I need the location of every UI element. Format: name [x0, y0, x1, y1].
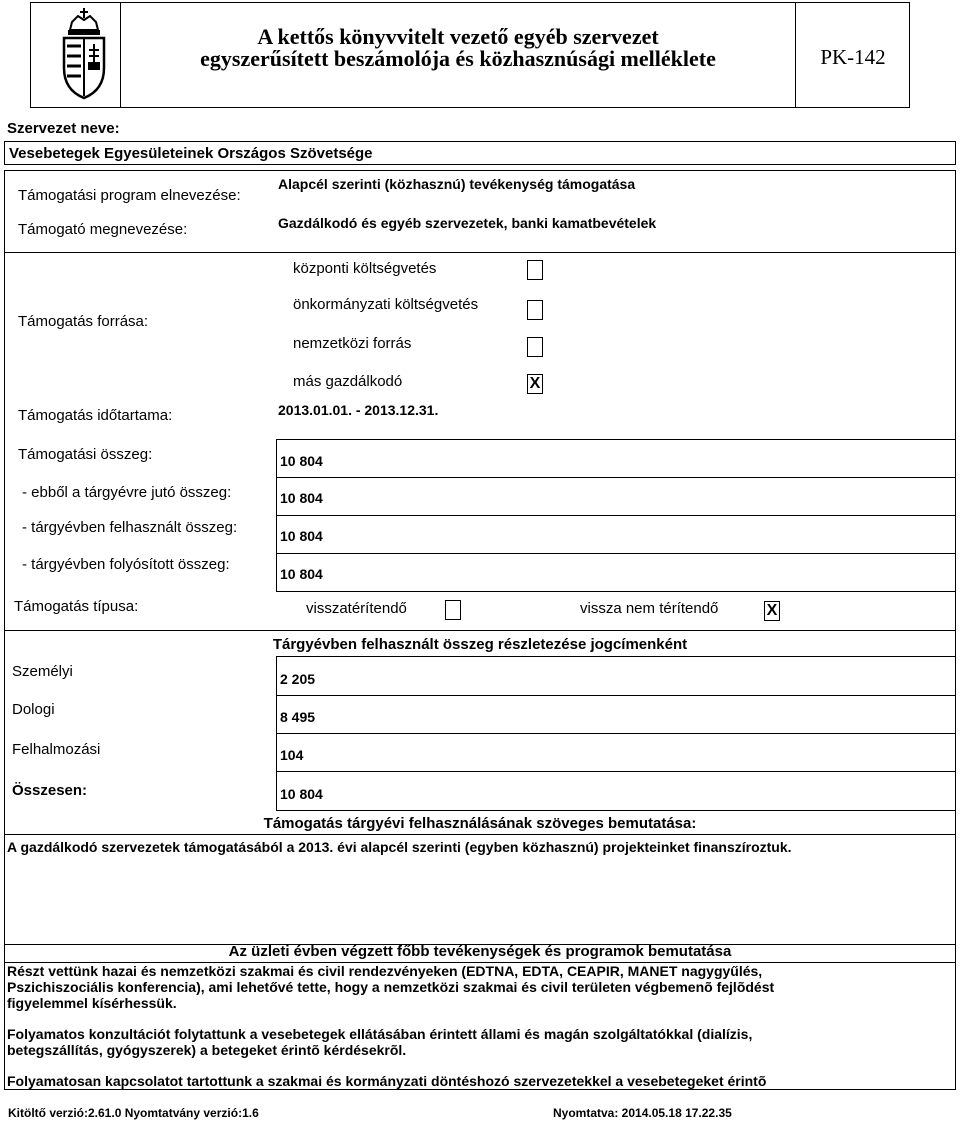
form-title-line2: egyszerűsített beszámolója és közhasznúsági melléklete	[200, 46, 716, 71]
footer-printed: Nyomtatva: 2014.05.18 17.22.35	[553, 1106, 732, 1120]
material-value: 8 495	[280, 709, 316, 725]
amount-year-value: 10 804	[280, 490, 323, 506]
usage-body: A gazdálkodó szervezetek támogatásából a 2013. évi alapcél szerinti (egyben közhasznú) projekteinket finanszíroztuk.	[7, 839, 792, 855]
source-label: Támogatás forrása:	[18, 313, 149, 330]
usage-title: Támogatás tárgyévi felhasználásának szöveges bemutatása:	[263, 815, 697, 832]
form-title-line1: A kettős könyvvitelt vezető egyéb szervezet	[257, 24, 659, 49]
amount-used-value: 10 804	[280, 528, 323, 544]
personal-label: Személyi	[12, 663, 73, 680]
amount-paid-value: 10 804	[280, 566, 323, 582]
material-label: Dologi	[12, 701, 55, 718]
activities-line: Pszichiszociális konferencia), ami lehetővé tette, hogy a nemzetközi szakmai és civil területen végbemenõ fejlõdést	[7, 979, 775, 995]
nonrefundable-label: vissza nem térítendő	[580, 600, 719, 617]
org-name-label: Szervezet neve:	[7, 120, 120, 137]
amount-total-value: 10 804	[280, 453, 323, 469]
program-label: Támogatási program elnevezése:	[18, 187, 241, 204]
form-code: PK-142	[820, 45, 886, 69]
amount-used-label: - tárgyévben felhasznált összeg:	[22, 519, 238, 536]
capital-label: Felhalmozási	[12, 741, 101, 758]
personal-value: 2 205	[280, 671, 316, 687]
activities-line: betegszállítás, gyógyszerek) a betegeket érintõ kérdésekrõl.	[7, 1042, 407, 1058]
activities-line: Folyamatosan kapcsolatot tartottunk a szakmai és kormányzati döntéshozó szervezetekkel a vesebetegeket érintõ	[7, 1073, 767, 1089]
source-option-label: központi költségvetés	[293, 260, 437, 277]
source-international-checkbox[interactable]	[527, 337, 543, 357]
breakdown-total-value: 10 804	[280, 786, 323, 802]
program-value: Alapcél szerinti (közhasznú) tevékenység támogatása	[278, 176, 636, 192]
source-option-label: más gazdálkodó	[293, 373, 403, 390]
nonrefundable-checkbox[interactable]: X	[764, 601, 780, 621]
activities-title: Az üzleti évben végzett főbb tevékenységek és programok bemutatása	[228, 943, 732, 960]
footer-version: Kitöltő verzió:2.61.0 Nyomtatvány verzió:1.6	[8, 1106, 259, 1120]
amount-paid-label: - tárgyévben folyósított összeg:	[22, 556, 230, 573]
source-option-label: önkormányzati költségvetés	[293, 296, 479, 313]
activities-line: figyelemmel kísérhessük.	[7, 995, 177, 1011]
breakdown-total-label: Összesen:	[12, 782, 88, 799]
duration-value: 2013.01.01. - 2013.12.31.	[278, 402, 439, 418]
coat-of-arms-icon	[52, 6, 116, 102]
refundable-checkbox[interactable]	[445, 600, 461, 620]
supporter-label: Támogató megnevezése:	[18, 221, 188, 238]
org-name-value: Vesebetegek Egyesületeinek Országos Szövetsége	[9, 145, 373, 162]
activities-line: Folyamatos konzultációt folytattunk a vesebetegek ellátásában érintett állami és magán szolgáltatókkal (dialízis,	[7, 1026, 753, 1042]
capital-value: 104	[280, 747, 304, 763]
supporter-value: Gazdálkodó és egyéb szervezetek, banki kamatbevételek	[278, 215, 657, 231]
breakdown-title: Tárgyévben felhasznált összeg részletezése jogcímenként	[272, 636, 688, 653]
type-label: Támogatás típusa:	[14, 598, 139, 615]
amount-total-label: Támogatási összeg:	[18, 446, 153, 463]
source-central-checkbox[interactable]	[527, 260, 543, 280]
source-other-checkbox[interactable]: X	[527, 374, 543, 394]
source-local-checkbox[interactable]	[527, 300, 543, 320]
refundable-label: visszatérítendő	[306, 600, 407, 617]
amount-year-label: - ebből a tárgyévre jutó összeg:	[22, 484, 232, 501]
activities-line: Részt vettünk hazai és nemzetközi szakmai és civil rendezvényeken (EDTNA, EDTA, CEAPIR, MANET nagygyűlés,	[7, 963, 763, 979]
source-option-label: nemzetközi forrás	[293, 335, 412, 352]
duration-label: Támogatás időtartama:	[18, 407, 173, 424]
